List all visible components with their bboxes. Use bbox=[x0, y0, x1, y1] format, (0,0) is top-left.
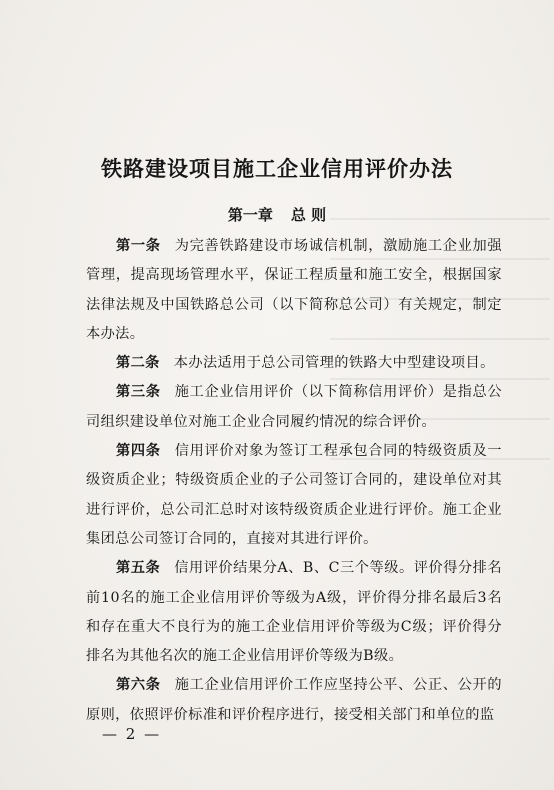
article-label: 第五条 bbox=[116, 560, 161, 577]
article-text: 为完善铁路建设市场诚信机制，激励施工企业加强管理，提高现场管理水平，保证工程质量和施工安全，根据国家法律法规及中国铁路总公司（以下简称总公司）有关规定，制定本办法。 bbox=[86, 238, 502, 342]
article-1 bbox=[86, 232, 502, 349]
article-text: 信用评价结果分A、B、C三个等级。评价得分排名前10名的施工企业信用评价等级为A级，评价得分排名最后3名和存在重大不良行为的施工企业信用评价等级为C级；评价得分排名为其他名次的施工企业信用评价等级为B级。 bbox=[86, 560, 502, 665]
article-text: 本办法适用于总公司管理的铁路大中型建设项目。 bbox=[173, 355, 495, 372]
article-5 bbox=[86, 554, 502, 671]
article-label: 第三条 bbox=[116, 384, 161, 401]
article-4 bbox=[86, 437, 502, 554]
article-text: 施工企业信用评价（以下简称信用评价）是指总公司组织建设单位对施工企业合同履约情况的综合评价。 bbox=[86, 384, 502, 430]
chapter-heading bbox=[0, 204, 554, 225]
document-title: 铁路建设项目施工企业信用评价办法 bbox=[101, 156, 453, 181]
article-label: 第一条 bbox=[116, 238, 161, 254]
page-number: — 2 — bbox=[102, 725, 162, 743]
document-body bbox=[86, 232, 502, 730]
article-text: 施工企业信用评价工作应坚持公平、公正、公开的原则，依照评价标准和评价程序进行，接受相关部门和单位的监 bbox=[86, 677, 502, 723]
article-2 bbox=[86, 349, 502, 378]
chapter-number: 第一章 bbox=[227, 206, 273, 224]
chapter-name: 总 则 bbox=[290, 206, 327, 224]
article-label: 第四条 bbox=[116, 443, 161, 460]
article-3 bbox=[86, 378, 502, 437]
article-text: 信用评价对象为签订工程承包合同的特级资质及一级资质企业；特级资质企业的子公司签订合同的，建设单位对其进行评价，总公司汇总时对该特级资质企业进行评价。施工企业集团总公司签订合同的，直接对其进行评价。 bbox=[86, 443, 502, 547]
article-label: 第六条 bbox=[116, 677, 161, 694]
article-6 bbox=[86, 671, 502, 730]
article-label: 第二条 bbox=[116, 355, 160, 372]
